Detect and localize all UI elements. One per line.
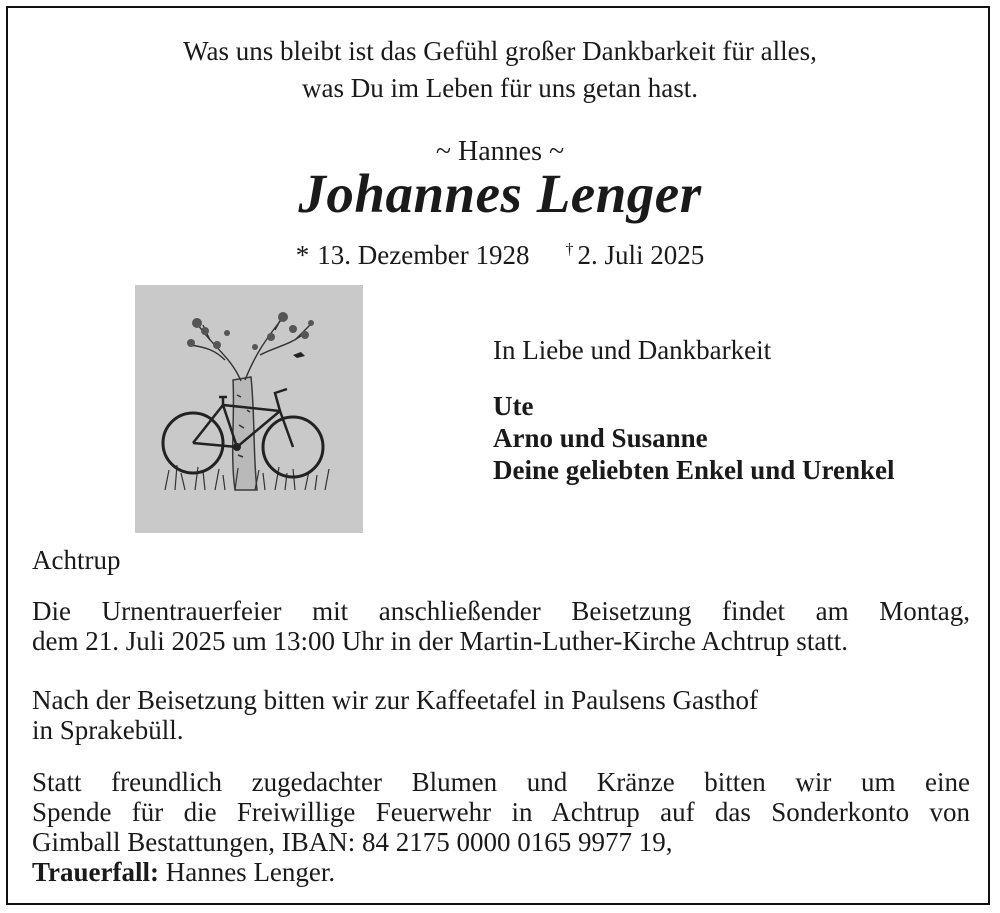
bicycle-tree-drawing xyxy=(135,285,363,533)
donation-paragraph xyxy=(32,767,970,887)
coffee-line-1: Nach der Beisetzung bitten wir zur Kaffeetafel in Paulsens Gasthof xyxy=(32,685,759,715)
ceremony-line-2: dem 21. Juli 2025 um 13:00 Uhr in der Martin-Luther-Kirche Achtrup statt. xyxy=(32,626,849,656)
death-date: 2. Juli 2025 xyxy=(577,240,705,270)
mourners-list xyxy=(493,390,895,486)
motto-line-1: Was uns bleibt ist das Gefühl großer Dankbarkeit für alles, xyxy=(183,36,817,66)
ceremony-paragraph xyxy=(32,596,970,656)
mourner-1: Ute xyxy=(493,391,534,421)
donation-line-1: Statt freundlich zugedachter Blumen und Kränze bitten wir um eine xyxy=(32,767,970,797)
coffee-paragraph xyxy=(32,685,970,745)
coffee-line-2: in Sprakebüll. xyxy=(32,715,184,745)
birth-date: 13. Dezember 1928 xyxy=(317,240,530,270)
donation-line-3: Gimball Bestattungen, IBAN: 84 2175 0000 0165 9977 19, xyxy=(32,827,673,857)
mourner-3: Deine geliebten Enkel und Urenkel xyxy=(493,455,895,485)
case-value: Hannes Lenger. xyxy=(165,857,336,887)
ceremony-line-1: Die Urnentrauerfeier mit anschließender Beisetzung findet am Montag, xyxy=(32,596,970,626)
farewell-line: In Liebe und Dankbarkeit xyxy=(493,335,772,365)
case-line xyxy=(32,857,970,887)
town: Achtrup xyxy=(32,545,121,575)
nickname: ~ Hannes ~ xyxy=(435,136,565,167)
birth-symbol: * xyxy=(295,240,310,270)
mourner-2: Arno und Susanne xyxy=(493,423,708,453)
death-symbol: † xyxy=(565,241,574,258)
bicycle-icon xyxy=(135,285,363,533)
motto-line-2: was Du im Leben für uns getan hast. xyxy=(302,73,698,103)
case-label: Trauerfall: xyxy=(32,857,159,887)
donation-line-2: Spende für die Freiwillige Feuerwehr in Achtrup auf das Sonderkonto von xyxy=(32,797,970,827)
deceased-name: Johannes Lenger xyxy=(298,163,702,224)
life-dates xyxy=(0,240,1000,271)
motto xyxy=(0,33,1000,107)
